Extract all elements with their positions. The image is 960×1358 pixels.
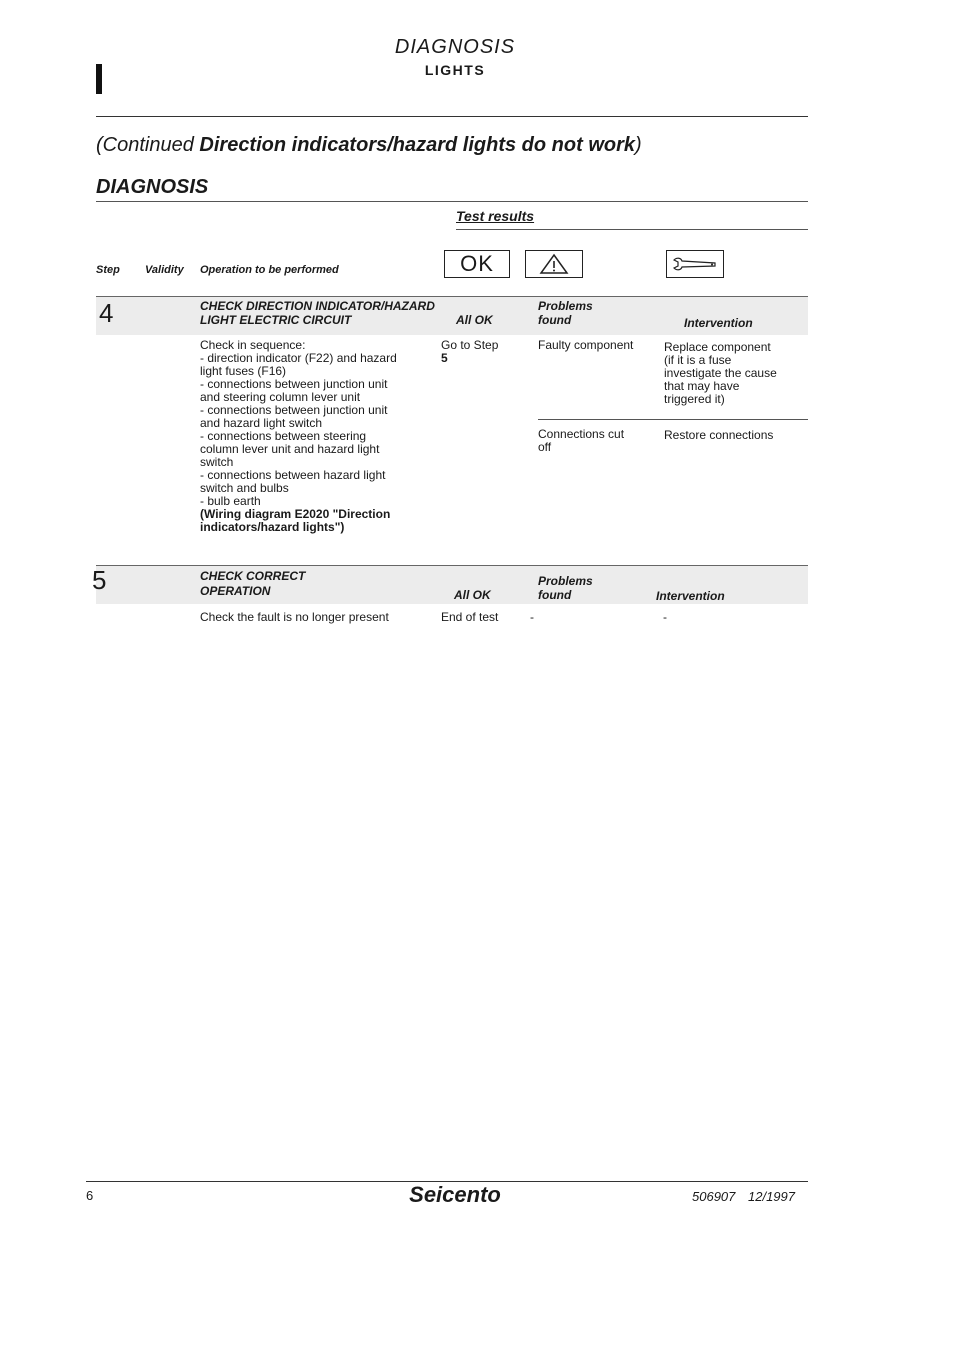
wiring-diagram-ref-line2: indicators/hazard lights") [200, 520, 345, 534]
all-ok-goto-step: 5 [441, 351, 448, 365]
brand-name: Seicento [409, 1182, 501, 1207]
step-4-all-ok-label: All OK [456, 313, 493, 327]
problem-line: Connections cut [538, 427, 625, 441]
subsection-title: LIGHTS [424, 62, 486, 78]
step-4-problem-1: Faulty component [538, 338, 634, 352]
header-rule [96, 116, 808, 117]
all-ok-goto: Go to Step [441, 338, 499, 352]
step-5-problems-label-1: Problems [538, 574, 593, 588]
step-4-title-line2: LIGHT ELECTRIC CIRCUIT [200, 313, 352, 327]
operation-line: - connections between junction unit [200, 403, 388, 417]
step-5-number: 5 [92, 565, 107, 595]
problem-divider [538, 419, 808, 420]
operation-line: and hazard light switch [200, 416, 323, 430]
section-title: DIAGNOSIS [394, 36, 516, 58]
operation-line: light fuses (F16) [200, 364, 287, 378]
continued-suffix: ) [635, 134, 642, 156]
operation-line: - direction indicator (F22) and hazard [200, 351, 397, 365]
wrench-shape-icon [671, 255, 719, 273]
operation-line: - connections between junction unit [200, 377, 388, 391]
operation-line: column lever unit and hazard light [200, 442, 380, 456]
step-5-all-ok-value: End of test [441, 610, 499, 624]
continued-title: Direction indicators/hazard lights do not work [199, 134, 636, 156]
operation-line: - connections between steering [200, 429, 367, 443]
warning-icon [525, 250, 583, 278]
step-4-intervention-label: Intervention [684, 316, 753, 330]
wiring-diagram-ref-line1: (Wiring diagram E2020 "Direction [200, 507, 391, 521]
intervention-line: investigate the cause [664, 366, 777, 380]
problem-line: off [538, 440, 552, 454]
column-operation: Operation to be performed [200, 264, 339, 276]
step-5-all-ok-label: All OK [454, 588, 491, 602]
ok-icon-label: OK [460, 251, 494, 276]
warning-triangle-icon [539, 253, 569, 275]
operation-line: - bulb earth [200, 494, 261, 508]
document-code: 506907 [692, 1189, 736, 1204]
step-4-problems-label-1: Problems [538, 299, 593, 313]
operation-line: Check in sequence: [200, 338, 306, 352]
test-results-label: Test results [456, 208, 535, 224]
intervention-line: Replace component [664, 340, 771, 354]
step-5-title-line1: CHECK CORRECT [200, 569, 306, 583]
step-4-problem-2 [538, 428, 624, 454]
wrench-icon [666, 250, 724, 278]
column-step: Step [96, 264, 120, 276]
step-5-intervention-label: Intervention [656, 589, 725, 603]
step-5-problems-value: - [530, 610, 534, 624]
step-5-title-line2: OPERATION [200, 584, 271, 598]
step-5-problems-label-2: found [538, 588, 572, 602]
column-validity: Validity [145, 264, 184, 276]
continued-prefix: (Continued [96, 134, 200, 156]
step-4-problems-label-2: found [538, 313, 572, 327]
operation-line: and steering column lever unit [200, 390, 361, 404]
intervention-line: (if it is a fuse [664, 353, 732, 367]
ok-icon [444, 250, 510, 278]
diagnosis-rule [96, 201, 808, 202]
step-5-operation: Check the fault is no longer present [200, 610, 389, 624]
continued-heading [96, 134, 642, 157]
diagnosis-heading: DIAGNOSIS [96, 176, 209, 198]
operation-line: switch and bulbs [200, 481, 289, 495]
page-number: 6 [86, 1188, 94, 1203]
document-date: 12/1997 [748, 1189, 795, 1204]
intervention-line: that may have [664, 379, 740, 393]
operation-line: switch [200, 455, 234, 469]
section-marker-bar [96, 64, 102, 94]
step-4-title-line1: CHECK DIRECTION INDICATOR/HAZARD [200, 299, 435, 313]
intervention-line: triggered it) [664, 392, 725, 406]
test-results-rule [456, 229, 808, 230]
step-4-all-ok-value [441, 339, 498, 365]
operation-line: - connections between hazard light [200, 468, 386, 482]
step-4-intervention-1 [664, 341, 777, 406]
step-5-intervention-value: - [663, 610, 667, 624]
step-4-number: 4 [99, 298, 114, 328]
step-4-operation [200, 339, 440, 534]
step-4-intervention-2: Restore connections [664, 428, 774, 442]
